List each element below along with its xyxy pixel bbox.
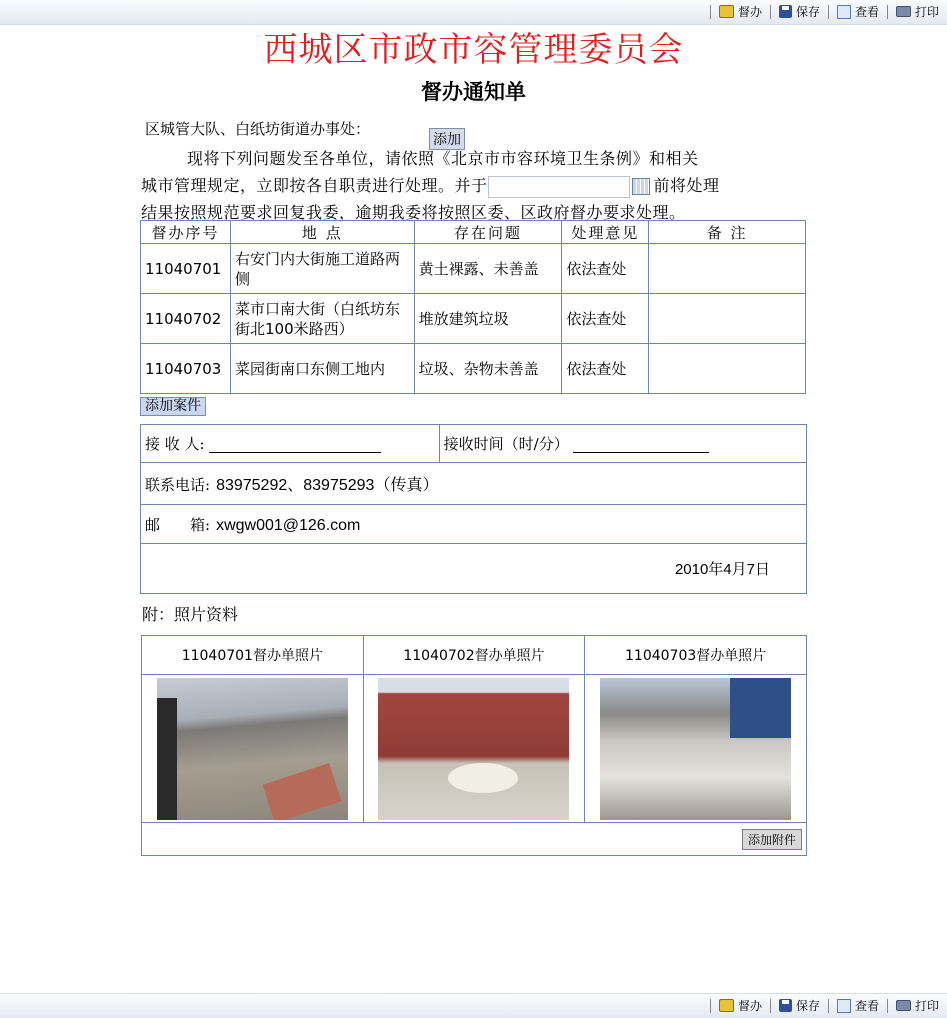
- case-problem: 堆放建筑垃圾: [414, 294, 562, 344]
- column-header: 备 注: [649, 221, 806, 244]
- case-remark: [649, 294, 806, 344]
- case-id: 11040703: [141, 344, 231, 394]
- phone-label: 联系电话:: [145, 476, 211, 494]
- add-case-button[interactable]: 添加案件: [140, 397, 206, 416]
- case-opinion: 依法查处: [562, 244, 649, 294]
- notice-line-2b: 前将处理: [653, 176, 720, 195]
- photo-caption: 11040702督办单照片: [363, 636, 585, 675]
- issue-date: 2010年4月7日: [674, 561, 770, 578]
- case-problem: 黄土裸露、未善盖: [414, 244, 562, 294]
- supervise-button[interactable]: 督办: [719, 3, 762, 20]
- phone-cell: [141, 463, 807, 505]
- page-title: 督办通知单: [421, 80, 526, 104]
- case-id: 11040702: [141, 294, 231, 344]
- view-button[interactable]: 查看: [837, 997, 879, 1014]
- bottom-toolbar: [0, 993, 947, 1018]
- add-attachment-button[interactable]: 添加附件: [742, 829, 802, 850]
- toolbar-separator: [887, 5, 888, 19]
- photo-caption: 11040703督办单照片: [585, 636, 807, 675]
- save-icon: [779, 5, 792, 18]
- receive-time-label: 接收时间（时/分）: [443, 435, 569, 453]
- receipt-table: [140, 424, 807, 594]
- column-header: 督办序号: [141, 221, 231, 244]
- notice-line-3: 结果按照规范要求回复我委，逾期我委将按照区委、区政府督办要求处理。: [141, 203, 686, 222]
- print-icon: [896, 6, 911, 17]
- cases-table: [140, 220, 806, 394]
- add-recipient-button[interactable]: 添加: [429, 128, 465, 150]
- phone-value: 83975292、83975293（传真）: [216, 477, 439, 494]
- case-location: 右安门内大街施工道路两侧: [230, 244, 414, 294]
- notice-line-1: 现将下列问题发至各单位，请依照《北京市市容环境卫生条例》和相关: [187, 149, 699, 168]
- attachments-title: 附：照片资料: [142, 605, 239, 624]
- photo-caption: 11040701督办单照片: [142, 636, 364, 675]
- receive-time-cell: [439, 425, 806, 463]
- deadline-date-input[interactable]: [488, 176, 630, 198]
- case-remark: [649, 244, 806, 294]
- receiver-cell: [141, 425, 440, 463]
- table-row: [141, 344, 806, 394]
- case-id: 11040701: [141, 244, 231, 294]
- recipient-line: 区城管大队、白纸坊街道办事处：: [145, 120, 371, 138]
- view-button[interactable]: 查看: [837, 3, 879, 20]
- print-icon: [896, 1000, 911, 1011]
- toolbar-separator: [710, 5, 711, 19]
- receiver-field[interactable]: [209, 438, 381, 453]
- print-button[interactable]: 打印: [896, 997, 939, 1014]
- case-remark: [649, 344, 806, 394]
- toolbar-separator: [828, 5, 829, 19]
- toolbar-separator: [887, 999, 888, 1013]
- supervise-icon: [719, 5, 734, 18]
- save-button[interactable]: 保存: [779, 997, 820, 1014]
- table-row: [141, 294, 806, 344]
- toolbar-separator: [828, 999, 829, 1013]
- receiver-label: 接 收 人:: [145, 435, 205, 453]
- photo-road-construction[interactable]: [157, 678, 348, 820]
- supervise-button[interactable]: 督办: [719, 997, 762, 1014]
- email-cell: [141, 505, 807, 544]
- save-button[interactable]: 保存: [779, 3, 820, 20]
- case-problem: 垃圾、杂物未善盖: [414, 344, 562, 394]
- case-location: 菜园街南口东侧工地内: [230, 344, 414, 394]
- notice-line-2a: 城市管理规定，立即按各自职责进行处理。并于: [141, 176, 488, 195]
- photo-construction-waste[interactable]: [378, 678, 569, 820]
- notice-body: [141, 145, 809, 226]
- receive-time-field[interactable]: [573, 438, 709, 453]
- supervise-icon: [719, 999, 734, 1012]
- column-header: 处理意见: [562, 221, 649, 244]
- toolbar-separator: [770, 5, 771, 19]
- table-header-row: [141, 221, 806, 244]
- case-opinion: 依法查处: [562, 344, 649, 394]
- photo-debris-site[interactable]: [600, 678, 791, 820]
- column-header: 地 点: [230, 221, 414, 244]
- photos-table: [141, 635, 807, 856]
- organization-title: 西城区市政市容管理委员会: [263, 30, 684, 70]
- view-icon: [837, 999, 851, 1013]
- email-label: 邮 箱:: [145, 515, 211, 534]
- case-opinion: 依法查处: [562, 294, 649, 344]
- save-icon: [779, 999, 792, 1012]
- view-icon: [837, 5, 851, 19]
- column-header: 存在问题: [414, 221, 562, 244]
- calendar-icon[interactable]: [632, 178, 650, 195]
- toolbar-separator: [710, 999, 711, 1013]
- toolbar-separator: [770, 999, 771, 1013]
- email-value: xwgw001@126.com: [216, 516, 361, 534]
- date-cell: [141, 544, 807, 594]
- print-button[interactable]: 打印: [896, 3, 939, 20]
- table-row: [141, 244, 806, 294]
- case-location: 菜市口南大街（白纸坊东街北100米路西）: [230, 294, 414, 344]
